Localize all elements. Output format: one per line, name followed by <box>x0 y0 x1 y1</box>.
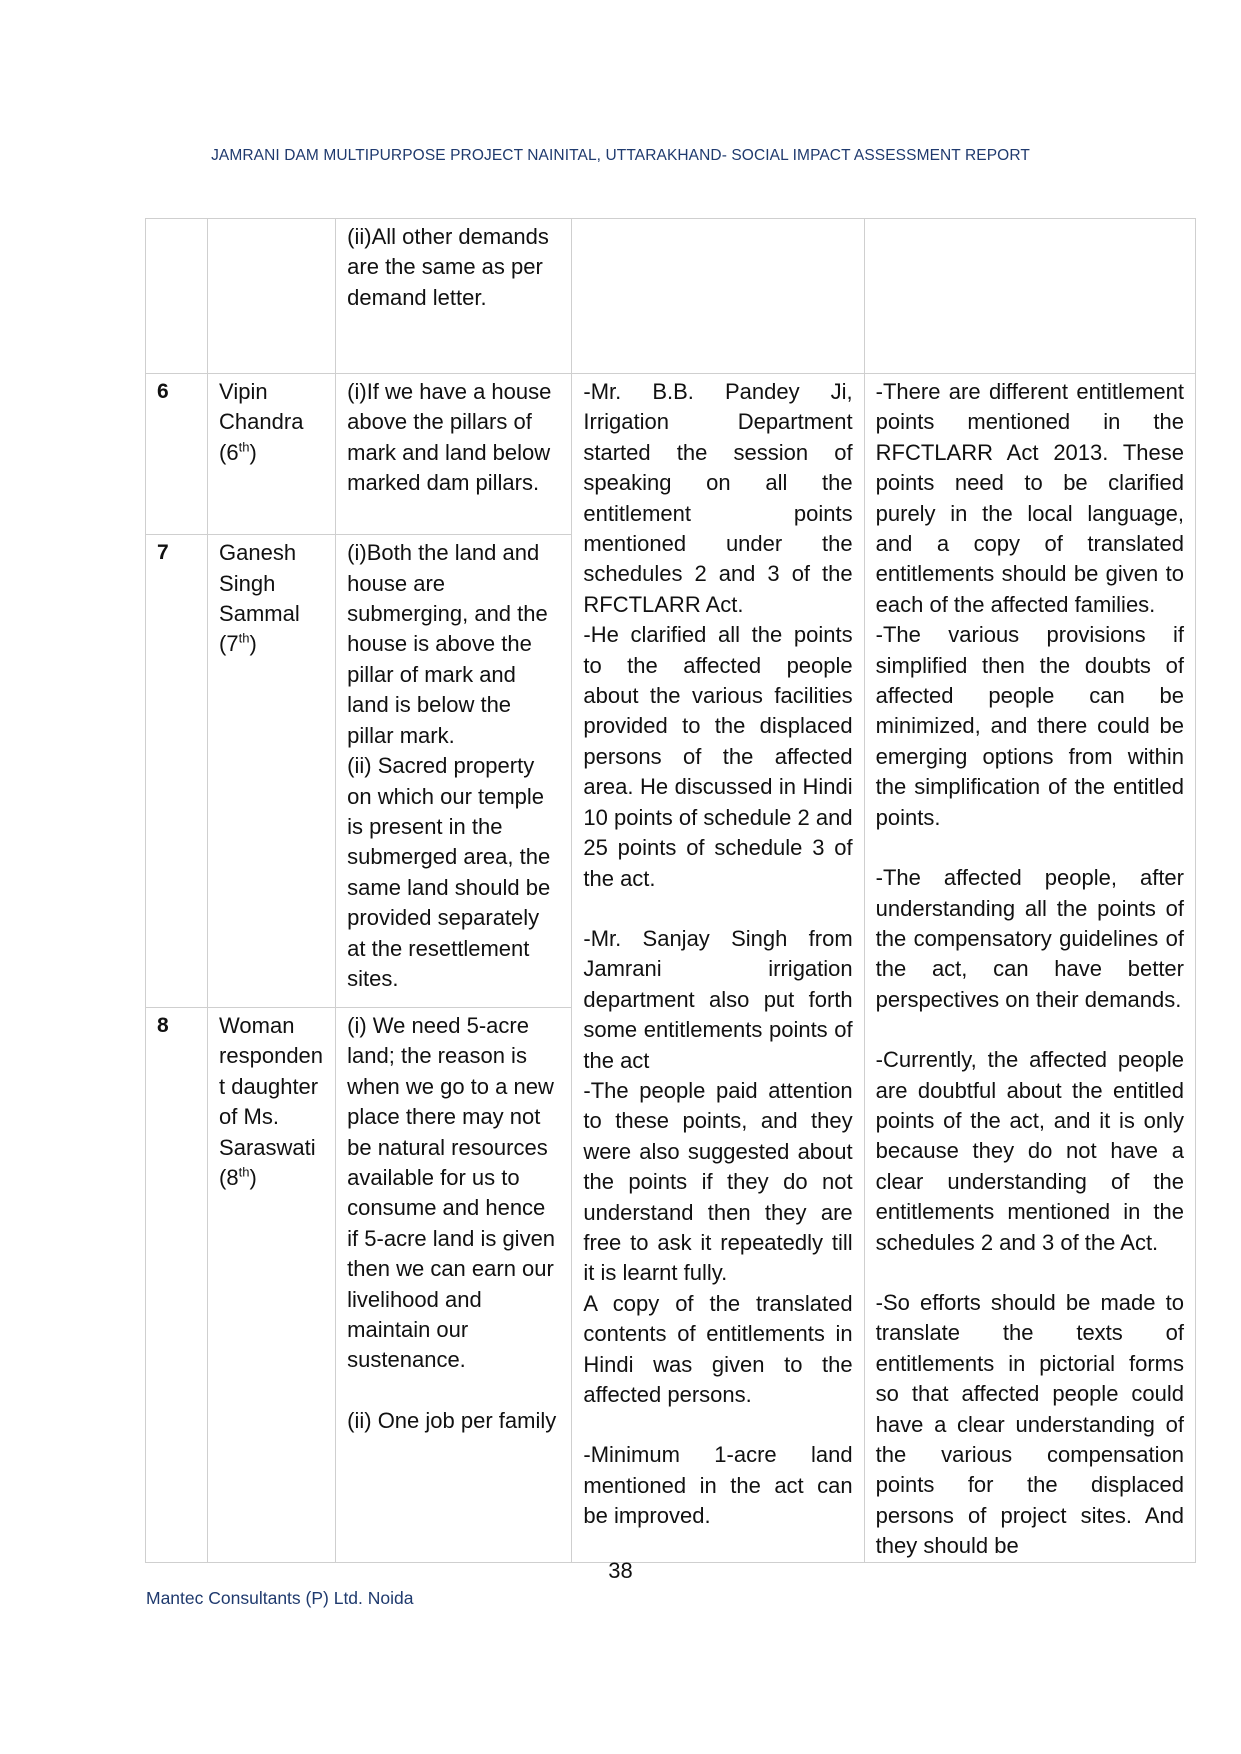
respondent-name: Woman responden t daughter of Ms. Saraswati <box>219 1012 324 1160</box>
report-header: JAMRANI DAM MULTIPURPOSE PROJECT NAINITAL, UTTARAKHAND- SOCIAL IMPACT ASSESSMENT REPORT <box>211 147 1030 164</box>
table-row <box>146 374 1196 535</box>
sl-no: 6 <box>146 374 208 535</box>
respondent-name: Vipin Chandra <box>219 379 304 435</box>
respondent-cell <box>208 535 336 1008</box>
respondent-cell <box>208 219 336 374</box>
respondent-order: (6th) <box>219 439 257 465</box>
response-paragraph: -The people paid attention to these points, and they were also suggested about the points if they do not understand then they are free to ask it repeatedly till it is learnt fully. <box>583 1077 853 1286</box>
sl-no-cell <box>146 219 208 374</box>
respondent-order: (7th) <box>219 631 257 657</box>
footer-company: Mantec Consultants (P) Ltd. Noida <box>146 1588 414 1608</box>
demand-cell <box>336 219 572 374</box>
demand-cell <box>336 535 572 1008</box>
response-cell <box>572 219 864 374</box>
observation-paragraph: -Currently, the affected people are doubtful about the entitled points of the act, and it is only because they do not have a clear understanding of the entitlements mentioned in the schedules 2 and 3 of the Act. <box>875 1047 1184 1255</box>
respondent-cell <box>208 374 336 535</box>
observation-paragraph: -So efforts should be made to translate the texts of entitlements in pictorial forms so that affected people could have a clear understanding of the various compensation points for the displaced persons of project sites. And they should be <box>875 1289 1184 1559</box>
response-paragraph: -Mr. Sanjay Singh from Jamrani irrigation department also put forth some entitlements points of the act <box>583 925 853 1073</box>
demand-cell <box>336 1007 572 1562</box>
response-paragraph: -Mr. B.B. Pandey Ji, Irrigation Department started the session of speaking on all the entitlement points mentioned under the schedules 2 and 3 of the RFCTLARR Act. <box>583 379 853 617</box>
response-cell <box>572 374 864 1563</box>
demand-cell <box>336 374 572 535</box>
response-paragraph: -He clarified all the points to the affected people about the various facilities provided to the displaced persons of the affected area. He discussed in Hindi 10 points of schedule 2 and 25 points of schedule 3 of the act. <box>583 622 853 891</box>
demand-text: (ii) One job per family <box>347 1407 557 1433</box>
observation-cell <box>864 374 1195 1563</box>
sl-no: 7 <box>146 535 208 1008</box>
consultation-table <box>145 218 1196 1563</box>
demand-text: (i)Both the land and house are submerging, and the house is above the pillar of mark and land is below the pillar mark. <box>347 540 548 748</box>
demand-text: (ii)All other demands are the same as per demand letter. <box>347 224 549 310</box>
demand-text: (i)If we have a house above the pillars of mark and land below marked dam pillars. <box>347 379 552 496</box>
demand-text: (i) We need 5-acre land; the reason is when we go to a new place there may not be natural resources available for us to consume and hence if 5-acre land is given then we can earn our livelihood and maintain our sustenance. <box>347 1012 556 1373</box>
respondent-order: (8th) <box>219 1164 257 1190</box>
observation-cell <box>864 219 1195 374</box>
respondent-cell <box>208 1007 336 1562</box>
observation-paragraph: -The various provisions if simplified then the doubts of affected people can be minimized, and there could be emerging options from within the simplification of the entitled points. <box>875 622 1184 830</box>
sl-no: 8 <box>146 1007 208 1562</box>
response-paragraph: -Minimum 1-acre land mentioned in the act can be improved. <box>583 1442 853 1529</box>
observation-paragraph: -There are different entitlement points mentioned in the RFCTLARR Act 2013. These points need to be clarified purely in the local language, and a copy of translated entitlements should be given to each of the affected families. <box>875 379 1184 617</box>
table-row-continued <box>146 219 1196 374</box>
demand-text: (ii) Sacred property on which our temple is present in the submerged area, the same land should be provided separately at the resettlement sites. <box>347 753 551 991</box>
respondent-name: Ganesh Singh Sammal <box>219 540 300 627</box>
page-number: 38 <box>608 1558 633 1583</box>
observation-paragraph: -The affected people, after understanding all the points of the compensatory guidelines of the act, can have better perspectives on their demands. <box>875 865 1184 1012</box>
response-paragraph: A copy of the translated contents of entitlements in Hindi was given to the affected persons. <box>583 1290 853 1407</box>
